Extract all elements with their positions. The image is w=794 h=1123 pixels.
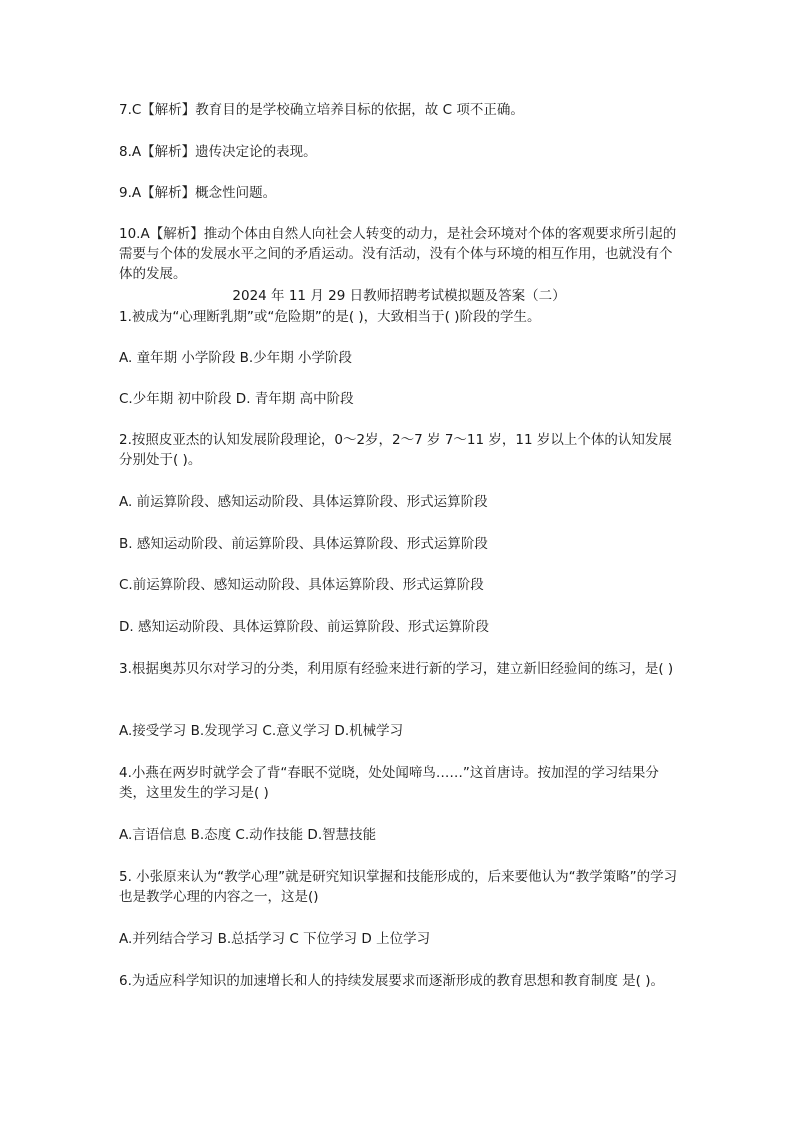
question-option: A. 前运算阶段、感知运动阶段、具体运算阶段、形式运算阶段 bbox=[119, 494, 488, 510]
question-stem: 6.为适应科学知识的加速增长和人的持续发展要求而逐渐形成的教育思想和教育制度 是( )。 bbox=[119, 973, 664, 989]
question-option: D. 感知运动阶段、具体运算阶段、前运算阶段、形式运算阶段 bbox=[119, 619, 489, 635]
analysis-q8: 8.A【解析】遗传决定论的表现。 bbox=[119, 144, 317, 160]
question-option: A.接受学习 B.发现学习 C.意义学习 D.机械学习 bbox=[119, 723, 404, 739]
section-title: 2024 年 11 月 29 日教师招聘考试模拟题及答案（二） bbox=[232, 288, 566, 304]
question-option: C.少年期 初中阶段 D. 青年期 高中阶段 bbox=[119, 391, 354, 407]
analysis-q9: 9.A【解析】概念性问题。 bbox=[119, 185, 277, 201]
question-stem: 1.被成为“心理断乳期”或“危险期”的是( )，大致相当于( )阶段的学生。 bbox=[119, 309, 541, 325]
analysis-q10: 10.A【解析】推动个体由自然人向社会人转变的动力，是社会环境对个体的客观要求所引起的需要与个体的发展水平之间的矛盾运动。没有活动，没有个体与环境的相互作用，也就没有个体的发展。 bbox=[119, 226, 677, 282]
question-stem: 2.按照皮亚杰的认知发展阶段理论，0～2岁，2～7 岁 7～11 岁，11 岁以上个体的认知发展分别处于( )。 bbox=[119, 432, 672, 468]
question-stem: 4.小燕在两岁时就学会了背“春眠不觉晓，处处闻啼鸟……”这首唐诗。按加涅的学习结果分类，这里发生的学习是( ) bbox=[119, 765, 659, 801]
question-option: B. 感知运动阶段、前运算阶段、具体运算阶段、形式运算阶段 bbox=[119, 536, 488, 552]
question-stem: 3.根据奥苏贝尔对学习的分类，利用原有经验来进行新的学习，建立新旧经验间的练习，是( ) bbox=[119, 661, 674, 677]
question-option: A. 童年期 小学阶段 B.少年期 小学阶段 bbox=[119, 350, 353, 366]
analysis-q7: 7.C【解析】教育目的是学校确立培养目标的依据，故 C 项不正确。 bbox=[119, 102, 524, 118]
question-stem: 5. 小张原来认为“教学心理”就是研究知识掌握和技能形成的，后来要他认为“教学策略”的学习也是教学心理的内容之一，这是() bbox=[119, 869, 678, 905]
question-option: A.言语信息 B.态度 C.动作技能 D.智慧技能 bbox=[119, 827, 377, 843]
question-option: C.前运算阶段、感知运动阶段、具体运算阶段、形式运算阶段 bbox=[119, 577, 484, 593]
question-option: A.并列结合学习 B.总括学习 C 下位学习 D 上位学习 bbox=[119, 931, 431, 947]
